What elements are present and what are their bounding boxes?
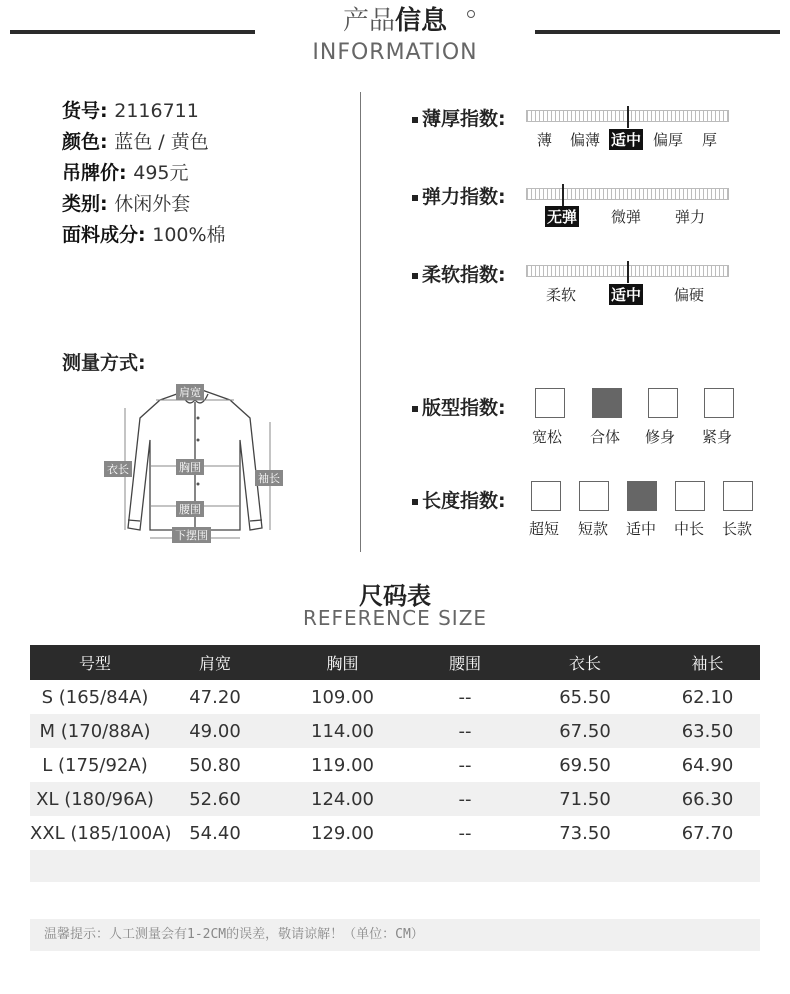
cell-length: 67.50 [559,720,611,742]
softness-option: 柔软 [546,286,577,304]
length-option: 长款 [722,520,753,538]
label-chest: 胸围 [176,459,204,475]
thickness-option: 厚 [702,131,718,149]
col-header-sleeve: 袖长 [691,654,724,673]
thickness-option: 偏厚 [653,131,684,149]
fit-option: 紧身 [702,428,733,446]
bullet-icon [412,499,418,505]
header-rule-right [535,30,780,34]
table-empty-row [30,850,760,882]
header-subtitle: INFORMATION [312,40,478,65]
cell-size: M (170/88A) [39,720,151,742]
header-dot-icon [467,10,475,18]
col-header-waist: 腰围 [448,654,481,673]
table-row [30,680,760,714]
elasticity-option: 弹力 [675,208,706,226]
size-table-subtitle: REFERENCE SIZE [302,606,488,630]
cell-size: L (175/92A) [42,754,148,776]
label-shoulder: 肩宽 [176,384,204,400]
length-option-selected: 适中 [626,520,657,538]
cell-waist: -- [458,686,472,708]
thickness-option: 薄 [537,131,553,149]
cell-chest: 124.00 [311,788,374,810]
label-hem: 下摆围 [172,527,211,543]
label-waist: 腰围 [176,501,204,517]
thickness-option: 偏薄 [570,131,601,149]
bullet-icon [412,406,418,412]
cell-sleeve: 64.90 [681,754,734,776]
softness-option: 偏硬 [674,286,705,304]
section-header-information [300,4,490,65]
cell-length: 69.50 [559,754,611,776]
info-key: 货号 [62,100,101,122]
elasticity-index-label: 弹力指数: [412,182,506,209]
length-index-label: 长度指数: [412,486,506,513]
info-value: 100%棉 [152,224,226,246]
header-title [300,4,490,38]
cell-length: 71.50 [559,788,611,810]
thickness-option-selected: 适中 [611,131,642,149]
fit-box-regular-selected [592,388,622,418]
col-header-length: 衣长 [568,654,601,673]
cell-size: S (165/84A) [41,686,149,708]
cell-sleeve: 66.30 [681,788,734,810]
softness-marker [627,261,629,283]
thickness-label-text: 薄厚指数 [422,108,499,130]
elasticity-marker [562,184,564,206]
header-title-bold: 信息 [395,6,448,36]
size-table-title: 尺码表 [359,582,431,610]
elasticity-option: 微弹 [611,208,642,226]
fit-box-loose [535,388,565,418]
measure-title: 测量方式: [62,352,146,374]
cell-waist: -- [458,822,472,844]
cell-length: 65.50 [559,686,611,708]
size-table [30,645,760,882]
cell-size: XL (180/96A) [36,788,154,810]
length-box-mid-long [675,481,705,511]
cell-chest: 114.00 [311,720,374,742]
info-row-fabric: 面料成分: 100%棉 [62,224,226,246]
info-value: 495元 [133,162,189,184]
fit-box-slim [648,388,678,418]
elasticity-option-selected: 无弹 [547,208,578,226]
cell-shoulder: 47.20 [189,686,241,708]
product-info [62,96,226,251]
length-box-extra-short [531,481,561,511]
length-box-medium-selected [627,481,657,511]
fit-option: 修身 [645,428,676,446]
cell-size: XXL (185/100A) [30,822,172,844]
table-row [30,816,760,850]
info-key: 类别 [62,193,101,215]
info-row-price: 吊牌价: 495元 [62,162,189,184]
elasticity-ruler [526,188,729,200]
info-key: 颜色 [62,131,101,153]
cell-sleeve: 63.50 [681,720,734,742]
info-row-color: 颜色: 蓝色 / 黄色 [62,131,209,153]
length-option: 中长 [674,520,705,538]
col-header-size: 号型 [78,654,111,673]
fit-index-label: 版型指数: [412,393,506,420]
bullet-icon [412,273,418,279]
info-row-item-no: 货号: 2116711 [62,100,199,122]
softness-label-text: 柔软指数 [422,264,499,286]
length-option: 超短 [529,520,560,538]
measurement-note: 温馨提示：人工测量会有1-2CM的误差，敬请谅解！（单位：CM） [30,919,760,951]
softness-index-label: 柔软指数: [412,260,506,287]
cell-chest: 129.00 [311,822,374,844]
cell-sleeve: 62.10 [681,686,734,708]
thickness-index-label: 薄厚指数: [412,104,506,131]
bullet-icon [412,195,418,201]
cell-shoulder: 52.60 [189,788,241,810]
label-sleeve: 袖长 [255,470,283,486]
softness-option-selected: 适中 [611,286,642,304]
cell-shoulder: 49.00 [189,720,241,742]
cell-waist: -- [458,788,472,810]
info-value: 休闲外套 [114,193,191,215]
length-label-text: 长度指数 [422,490,499,512]
header-title-light: 产品 [342,6,395,36]
header-rule-left [10,30,255,34]
info-value: 2116711 [114,100,199,122]
length-option: 短款 [578,520,609,538]
fit-label-text: 版型指数 [422,397,499,419]
length-box-short [579,481,609,511]
cell-waist: -- [458,754,472,776]
bullet-icon [412,117,418,123]
col-header-chest: 胸围 [326,654,359,673]
cell-waist: -- [458,720,472,742]
info-key: 面料成分 [62,224,139,246]
label-length: 衣长 [104,461,132,477]
vertical-divider [360,92,361,552]
col-header-shoulder: 肩宽 [198,654,231,673]
info-value: 蓝色 / 黄色 [114,131,209,153]
info-key: 吊牌价 [62,162,120,184]
cell-chest: 119.00 [311,754,374,776]
table-row [30,782,760,816]
table-row [30,714,760,748]
elasticity-label-text: 弹力指数 [422,186,499,208]
cell-chest: 109.00 [311,686,374,708]
thickness-marker [627,106,629,128]
cell-length: 73.50 [559,822,611,844]
size-table-header [30,645,760,680]
length-box-long [723,481,753,511]
cell-shoulder: 50.80 [189,754,241,776]
cell-shoulder: 54.40 [189,822,241,844]
table-row [30,748,760,782]
fit-option: 宽松 [532,428,563,446]
fit-box-tight [704,388,734,418]
fit-option-selected: 合体 [590,428,621,446]
cell-sleeve: 67.70 [681,822,734,844]
info-row-category: 类别: 休闲外套 [62,193,191,215]
